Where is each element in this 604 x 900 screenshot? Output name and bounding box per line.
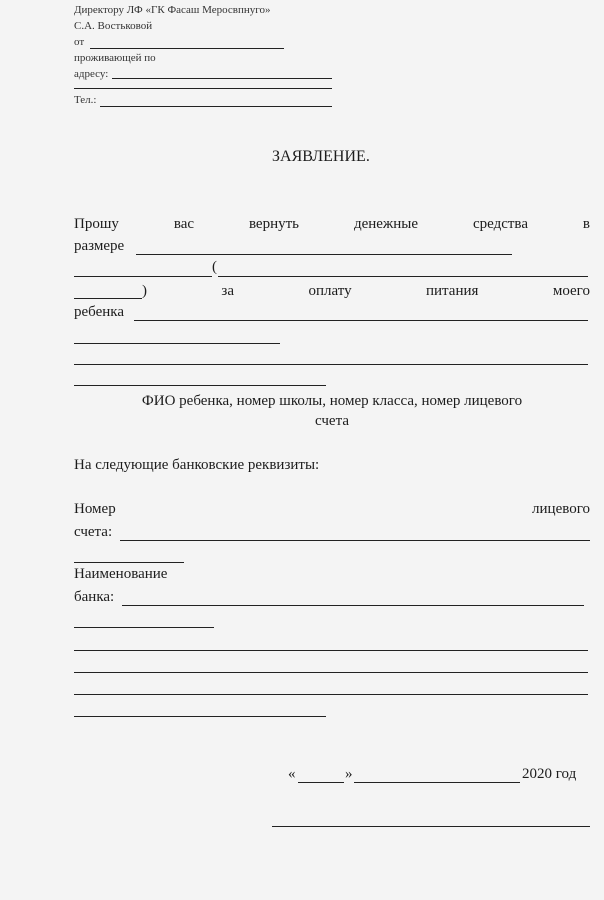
date-quote-close: » [345, 766, 353, 782]
phone-field-line[interactable] [100, 106, 332, 107]
address-field-line[interactable] [112, 78, 332, 79]
bank-field-line-6[interactable] [74, 716, 326, 717]
account-row [74, 501, 590, 518]
date-quote-open: « [288, 766, 296, 782]
field-caption-2: счета [315, 413, 349, 429]
bank-intro: На следующие банковские реквизиты: [74, 457, 320, 473]
paragraph-row-1 [74, 216, 590, 233]
child-field-line[interactable] [134, 320, 588, 321]
document-title: ЗАЯВЛЕНИЕ. [272, 148, 370, 165]
bank-field-line-2[interactable] [74, 627, 214, 628]
word: средства [472, 216, 528, 232]
bank-label: банка: [74, 589, 115, 605]
word: в [582, 216, 590, 232]
word: Номер [74, 501, 116, 517]
field-caption: ФИО ребенка, номер школы, номер класса, номер лицевого [141, 393, 523, 409]
amount-continued-line[interactable] [74, 276, 212, 277]
word: оплату [308, 283, 352, 299]
word: лицевого [532, 501, 590, 517]
paren-close: ) [142, 283, 147, 299]
child-field-line-4[interactable] [74, 385, 326, 386]
amount-label: размере [74, 238, 125, 254]
word: Прошу [74, 216, 119, 232]
bank-name-label: Наименование [74, 566, 168, 582]
child-label: ребенка [74, 304, 124, 320]
header-addressee-name: С.А. Востьковой [74, 20, 153, 32]
word: денежные [353, 216, 419, 232]
account-field-line[interactable] [120, 540, 590, 541]
word: моего [552, 283, 590, 299]
child-field-line-2[interactable] [74, 343, 280, 344]
bank-field-line-5[interactable] [74, 694, 588, 695]
date-month-line[interactable] [354, 782, 520, 783]
bank-field-line-4[interactable] [74, 672, 588, 673]
header-residing-label: проживающей по [74, 52, 156, 64]
header-from-label: от [74, 36, 85, 48]
account-field-line-2[interactable] [74, 562, 184, 563]
amount-words-line[interactable] [218, 276, 588, 277]
paragraph-row-3 [74, 283, 590, 300]
word: за [221, 283, 235, 299]
date-year: 2020 год [522, 766, 577, 782]
account-label: счета: [74, 524, 113, 540]
date-day-line[interactable] [298, 782, 344, 783]
paren-open: ( [212, 259, 217, 275]
header-addressee: Директору ЛФ «ГК Фасаш Меросвпнуго» [74, 4, 271, 16]
signature-line[interactable] [272, 826, 590, 827]
word: вас [173, 216, 195, 232]
bank-field-line-3[interactable] [74, 650, 588, 651]
word: питания [426, 283, 479, 299]
amount-field-line[interactable] [136, 254, 512, 255]
child-field-line-3[interactable] [74, 364, 588, 365]
header-address-label: адресу: [74, 68, 109, 80]
word: вернуть [248, 216, 300, 232]
bank-field-line[interactable] [122, 605, 584, 606]
address-field-line-2[interactable] [74, 88, 332, 89]
from-field-line[interactable] [90, 48, 284, 49]
header-phone-label: Тел.: [74, 94, 97, 106]
